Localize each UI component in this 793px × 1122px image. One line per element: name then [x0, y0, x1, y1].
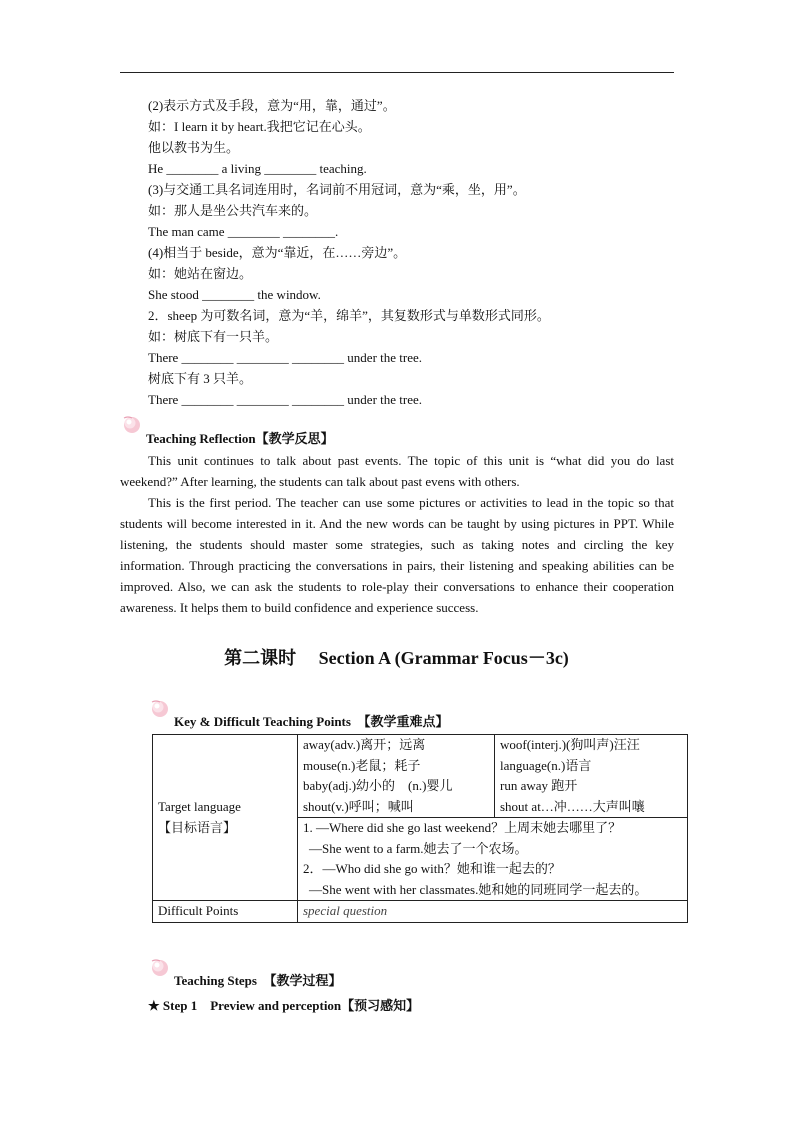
- flower-icon: [148, 698, 170, 718]
- note-line: (4)相当于 beside，意为“靠近，在……旁边”。: [148, 245, 407, 260]
- reflection-text-1: This unit continues to talk about past events. The topic of this unit is “what did you do last weekend?” After learning, the students can talk about past evens with others.: [120, 453, 674, 489]
- teaching-steps-heading: Teaching Steps 【教学过程】: [174, 973, 342, 988]
- vocab-item: mouse(n.)老鼠；耗子: [303, 757, 421, 773]
- target-language-label: [153, 735, 298, 901]
- note-line: 如：那人是坐公共汽车来的。: [148, 203, 318, 218]
- note-line: There ________ ________ ________ under the tree.: [148, 392, 423, 407]
- difficult-points-value: special question: [298, 901, 688, 923]
- note-line: 如：I learn it by heart.我把它记在心头。: [148, 119, 371, 134]
- vocab-item: woof(interj.)(狗叫声)汪汪: [500, 737, 640, 752]
- note-line: 树底下有 3 只羊。: [148, 371, 253, 386]
- target-label-en: Target language: [158, 799, 241, 814]
- note-line: (3)与交通工具名词连用时，名词前不用冠词，意为“乘，坐，用”。: [148, 182, 526, 197]
- target-label-cn: 【目标语言】: [158, 819, 237, 835]
- vocab-item: shout(v.)呼叫；喊叫: [303, 798, 414, 814]
- note-line: 他以教书为生。: [148, 140, 240, 155]
- difficult-points-label: Difficult Points: [153, 901, 298, 923]
- vocab-item: run away 跑开: [500, 778, 578, 793]
- note-line: 如：树底下有一只羊。: [148, 329, 279, 344]
- note-line: There ________ ________ ________ under the tree.: [148, 350, 423, 365]
- flower-icon: [148, 957, 170, 977]
- header-rule: [120, 72, 674, 73]
- sentences-cell: [298, 818, 688, 901]
- key-points-heading: Key & Difficult Teaching Points 【教学重难点】: [174, 714, 449, 729]
- note-line: 如：她站在窗边。: [148, 266, 253, 281]
- sentence: —She went to a farm.她去了一个农场。: [309, 840, 528, 856]
- sentence: 2．—Who did she go with？她和谁一起去的？: [303, 861, 561, 876]
- sentence: 1. —Where did she go last weekend？上周末她去哪里了？: [303, 820, 622, 835]
- key-points-table: [152, 734, 688, 923]
- vocab-left-cell: [298, 735, 495, 818]
- vocab-item: baby(adj.)幼小的 (n.)婴儿: [303, 778, 453, 793]
- grammar-notes: [120, 98, 674, 408]
- note-line: He ________ a living ________ teaching.: [148, 161, 367, 176]
- note-line: She stood ________ the window.: [148, 287, 321, 302]
- sentence: —She went with her classmates.她和她的同班同学一起去的。: [309, 881, 648, 897]
- reflection-paragraph-2: [120, 492, 674, 618]
- lesson-title: 第二课时 Section A (Grammar Focus－3c): [224, 648, 569, 668]
- flower-icon: [120, 414, 142, 434]
- vocab-item: away(adv.)离开；远离: [303, 737, 426, 752]
- step-1-heading: ★ Step 1 Preview and perception【预习感知】: [148, 998, 420, 1013]
- vocab-right-cell: [495, 735, 688, 818]
- note-line: 2．sheep 为可数名词，意为“羊，绵羊”，其复数形式与单数形式同形。: [148, 308, 550, 323]
- vocab-item: shout at…冲……大声叫嚷: [500, 798, 645, 814]
- vocab-item: language(n.)语言: [500, 757, 592, 773]
- note-line: (2)表示方式及手段，意为“用，靠，通过”。: [148, 98, 396, 113]
- note-line: The man came ________ ________.: [148, 224, 339, 239]
- table-row: [153, 901, 688, 923]
- table-row: [153, 735, 688, 818]
- reflection-paragraph-1: [120, 450, 674, 492]
- reflection-text-2: This is the first period. The teacher can use some pictures or activities to lead in the topic so that students will become interested in it. And the new words can be taught by using pictures in PPT. While listening, the students should master some strategies, such as taking notes and circling the key information. Through practicing the conversations in pairs, their listening and speaking abilities can be improved. Also, we can ask the students to role-play their conversations to enhance their cooperation awareness. It helps them to build confidence and experience success.: [120, 495, 674, 615]
- reflection-heading: Teaching Reflection【教学反思】: [146, 431, 334, 446]
